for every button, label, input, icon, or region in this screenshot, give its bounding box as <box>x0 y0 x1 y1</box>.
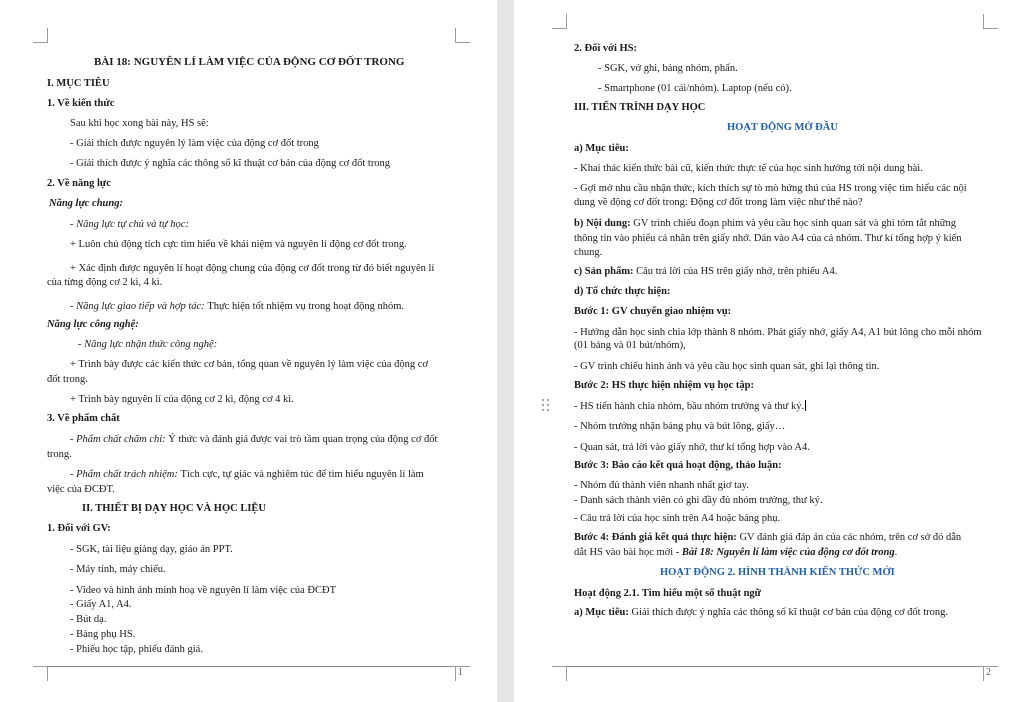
text-run: Sau khi học xong bài này, HS sẽ: <box>70 118 209 129</box>
text-run: a) Mục tiêu: <box>574 607 632 618</box>
text-line <box>574 441 810 454</box>
text-line <box>574 479 749 492</box>
text-run: (01 bảng và 01 bút/nhóm), <box>574 340 686 351</box>
text-run: - Quan sát, trả lời vào giấy nhớ, thư kí tổng hợp vào A4. <box>574 442 810 453</box>
text-run: 2. Về năng lực <box>47 178 111 189</box>
text-line <box>70 468 424 481</box>
margin-corner-top-left <box>33 28 48 43</box>
text-run: 3. Về phẩm chất <box>47 413 120 424</box>
text-line <box>574 42 637 55</box>
text-run: - Năng lực nhận thức công nghệ: <box>78 339 218 350</box>
text-run: HOẠT ĐỘNG MỞ ĐẦU <box>727 122 838 133</box>
text-line <box>70 628 135 641</box>
text-run: Bước 4: Đánh giá kết quả thực hiện: <box>574 532 740 543</box>
text-run: Tích cực, tự giác và nghiêm túc để tìm hiểu nguyên lí làm <box>180 469 424 480</box>
text-line <box>574 196 863 209</box>
text-run: thông tin vào phiếu cá nhân trên giấy nhớ. Dán vào A4 của cả nhóm. Thư kí tổng hợp ý kiến <box>574 233 962 244</box>
text-line <box>574 379 754 392</box>
text-line <box>574 305 731 318</box>
margin-corner-top-right <box>455 28 470 43</box>
text-line <box>47 373 88 386</box>
text-line <box>47 97 114 110</box>
text-run: c) Sản phẩm: <box>574 266 637 277</box>
text-line <box>49 197 123 210</box>
text-run: - Danh sách thành viên có ghi đầy đủ nhóm trưởng, thư ký. <box>574 495 823 506</box>
text-run: Thực hiện tốt nhiệm vụ trong hoạt động nhóm. <box>207 301 405 312</box>
text-run: Bước 2: HS thực hiện nhiệm vụ học tập: <box>574 380 755 391</box>
text-run: - Smartphone (01 cái/nhóm). Laptop (nếu có). <box>598 83 792 94</box>
text-line <box>660 566 895 579</box>
text-line <box>574 162 923 175</box>
text-line <box>574 339 686 352</box>
text-run: Giải thích được ý nghĩa các thông số kĩ thuật cơ bản của động cơ đốt trong. <box>631 607 949 618</box>
text-line <box>574 587 761 600</box>
page-number: 1 <box>458 667 463 678</box>
text-run: dắt HS vào bài học mới - <box>574 547 682 558</box>
text-run: - SGK, tài liệu giảng dạy, giáo án PPT. <box>70 544 233 555</box>
text-run: - Câu trả lời của học sinh trên A4 hoặc bảng phụ. <box>574 513 781 524</box>
text-line <box>574 217 956 230</box>
text-run: Câu trả lời của HS trên giấy nhớ, trên phiếu A4. <box>636 266 838 277</box>
text-line <box>727 121 838 134</box>
text-line <box>574 360 879 373</box>
margin-corner-top-right <box>983 14 998 29</box>
text-run: việc của ĐCĐT. <box>47 484 115 495</box>
text-line <box>574 142 629 155</box>
text-line <box>574 494 822 507</box>
text-line <box>574 546 897 559</box>
text-line <box>70 157 390 170</box>
text-run: GV đánh giá đáp án của các nhóm, trên cơ sở đó dẫn <box>739 532 962 543</box>
text-run: - Năng lực tự chủ và tự học: <box>70 219 189 230</box>
text-run: - Giải thích được nguyên lý làm việc của động cơ đốt trong <box>70 138 319 149</box>
text-run: trong. <box>47 449 72 460</box>
text-line <box>47 483 115 496</box>
text-run: - Bảng phụ HS. <box>70 629 136 640</box>
text-line <box>70 238 407 251</box>
text-run: 1. Đối với GV: <box>47 523 111 534</box>
text-run: II. THIẾT BỊ DẠY HỌC VÀ HỌC LIỆU <box>82 503 266 514</box>
text-run: GV trình chiếu đoạn phim và yêu cầu học sinh quan sát và ghi tóm tắt những <box>633 218 957 229</box>
text-run: - GV trình chiếu hình ảnh và yêu cầu học sinh quan sát, ghi lại thông tin. <box>574 361 880 372</box>
text-line <box>70 598 132 611</box>
text-line <box>70 563 166 576</box>
text-run: - Phẩm chất trách nhiệm: <box>70 469 181 480</box>
text-run: Bước 3: Báo cáo kết quả hoạt động, thảo luận: <box>574 460 782 471</box>
text-line <box>47 318 139 331</box>
text-run: BÀI 18: NGUYÊN LÍ LÀM VIỆC CỦA ĐỘNG CƠ ĐỐT TRONG <box>94 56 405 68</box>
text-run: đốt trong. <box>47 374 88 385</box>
text-line <box>70 358 428 371</box>
text-line <box>70 262 434 275</box>
text-run: d) Tổ chức thực hiện: <box>574 286 671 297</box>
text-line <box>574 531 961 544</box>
text-line <box>70 300 404 313</box>
text-run: Bước 1: GV chuyển giao nhiệm vụ: <box>574 306 732 317</box>
text-run: 1. Về kiến thức <box>47 98 115 109</box>
text-line <box>70 543 233 556</box>
text-run: Năng lực chung: <box>49 198 123 209</box>
text-line <box>70 137 319 150</box>
text-line <box>47 448 72 461</box>
text-run: HOẠT ĐỘNG 2. HÌNH THÀNH KIẾN THỨC MỚI <box>660 567 895 578</box>
text-line <box>574 512 780 525</box>
text-run: - HS tiến hành chia nhóm, bầu nhóm trưởng và thư ký. <box>574 401 805 412</box>
text-line <box>47 522 111 535</box>
text-line <box>574 400 806 413</box>
text-run: của từng động cơ 2 kì, 4 kì. <box>47 277 163 288</box>
text-line <box>574 326 982 339</box>
text-line <box>574 285 670 298</box>
document-page-1 <box>0 0 497 702</box>
document-page-2 <box>514 0 1023 702</box>
text-run: Bài 18: Nguyên lí làm việc của động cơ đốt trong <box>681 547 895 558</box>
text-run: + Xác định được nguyên lí hoạt động chung của động cơ đốt trong từ đó biết nguyên lí <box>70 263 435 274</box>
text-run: - Giải thích được ý nghĩa các thông số kĩ thuật cơ bản của động cơ đốt trong <box>70 158 391 169</box>
text-line <box>70 643 203 656</box>
text-line <box>78 338 217 351</box>
text-line <box>82 502 266 515</box>
text-run: Ý thức và đánh giá được vai trò tầm quan trọng của động cơ đốt <box>168 434 438 445</box>
text-run: - Phiếu học tập, phiếu đánh giá. <box>70 644 203 655</box>
text-line <box>574 232 962 245</box>
text-run: - Bút dạ. <box>70 614 107 625</box>
text-run: - Hướng dẫn học sinh chia lớp thành 8 nhóm. Phát giấy nhớ, giấy A4, A1 bút lông cho mỗi nhóm <box>574 327 982 338</box>
text-run: + Trình bày được các kiến thức cơ bản, tổng quan về nguyên lý làm việc của động cơ <box>70 359 428 370</box>
text-line <box>574 459 782 472</box>
text-line <box>47 276 162 289</box>
text-line <box>70 218 189 231</box>
text-line <box>94 56 404 69</box>
text-run: . <box>894 547 898 558</box>
text-run: Năng lực công nghệ: <box>47 319 139 330</box>
text-run: Hoạt động 2.1. Tìm hiểu một số thuật ngữ <box>574 588 761 599</box>
text-line <box>574 606 948 619</box>
text-line <box>598 82 792 95</box>
text-line <box>574 101 705 114</box>
margin-corner-bottom-left <box>552 666 567 681</box>
page-number: 2 <box>986 667 991 678</box>
text-run: - Phẩm chất chăm chỉ: <box>70 434 169 445</box>
text-line <box>598 62 738 75</box>
text-line <box>70 433 437 446</box>
text-line <box>70 584 336 597</box>
footer-line <box>47 666 455 667</box>
text-line <box>574 420 785 433</box>
text-run: - Gợi mở nhu cầu nhận thức, kích thích sự tò mò hứng thú của HS trong việc tìm hiểu các nội <box>574 183 967 194</box>
text-line <box>47 177 111 190</box>
text-run: dung về động cơ đốt trong: Động cơ đốt trong làm việc như thế nào? <box>574 197 863 208</box>
text-line <box>47 412 120 425</box>
text-run: III. TIẾN TRÌNH DẠY HỌC <box>574 102 706 113</box>
drag-handle-icon[interactable] <box>542 398 550 412</box>
text-run: + Trình bày nguyên lí của động cơ 2 kì, động cơ 4 kì. <box>70 394 294 405</box>
margin-corner-top-left <box>552 14 567 29</box>
text-run: b) Nội dung: <box>574 218 634 229</box>
text-run: a) Mục tiêu: <box>574 143 629 154</box>
text-run: I. MỤC TIÊU <box>47 78 110 89</box>
text-run: - Năng lực giao tiếp và hợp tác: <box>70 301 208 312</box>
footer-line <box>566 666 983 667</box>
text-cursor <box>805 400 806 411</box>
text-line <box>47 77 110 90</box>
text-run: - Khai thác kiến thức bài cũ, kiến thức thực tế của học sinh hướng tới nội dung bài. <box>574 163 923 174</box>
text-run: - SGK, vở ghi, bảng nhóm, phấn. <box>598 63 738 74</box>
text-run: chung. <box>574 247 603 258</box>
text-run: - Giấy A1, A4. <box>70 599 132 610</box>
text-run: - Máy tính, máy chiếu. <box>70 564 166 575</box>
text-line <box>70 613 106 626</box>
text-run: 2. Đối với HS: <box>574 43 637 54</box>
text-run: + Luôn chủ động tích cực tìm hiểu về khái niệm và nguyên lí động cơ đốt trong. <box>70 239 407 250</box>
margin-corner-bottom-left <box>33 666 48 681</box>
text-run: - Nhóm đủ thành viên nhanh nhất giơ tay. <box>574 480 749 491</box>
text-line <box>70 117 209 130</box>
text-line <box>574 182 967 195</box>
text-run: - Video và hình ảnh minh hoạ về nguyên lí làm việc của ĐCĐT <box>70 585 336 596</box>
text-run: - Nhóm trưởng nhận bảng phụ và bút lông, giấy… <box>574 421 786 432</box>
text-line <box>574 246 602 259</box>
text-line <box>574 265 837 278</box>
text-line <box>70 393 294 406</box>
